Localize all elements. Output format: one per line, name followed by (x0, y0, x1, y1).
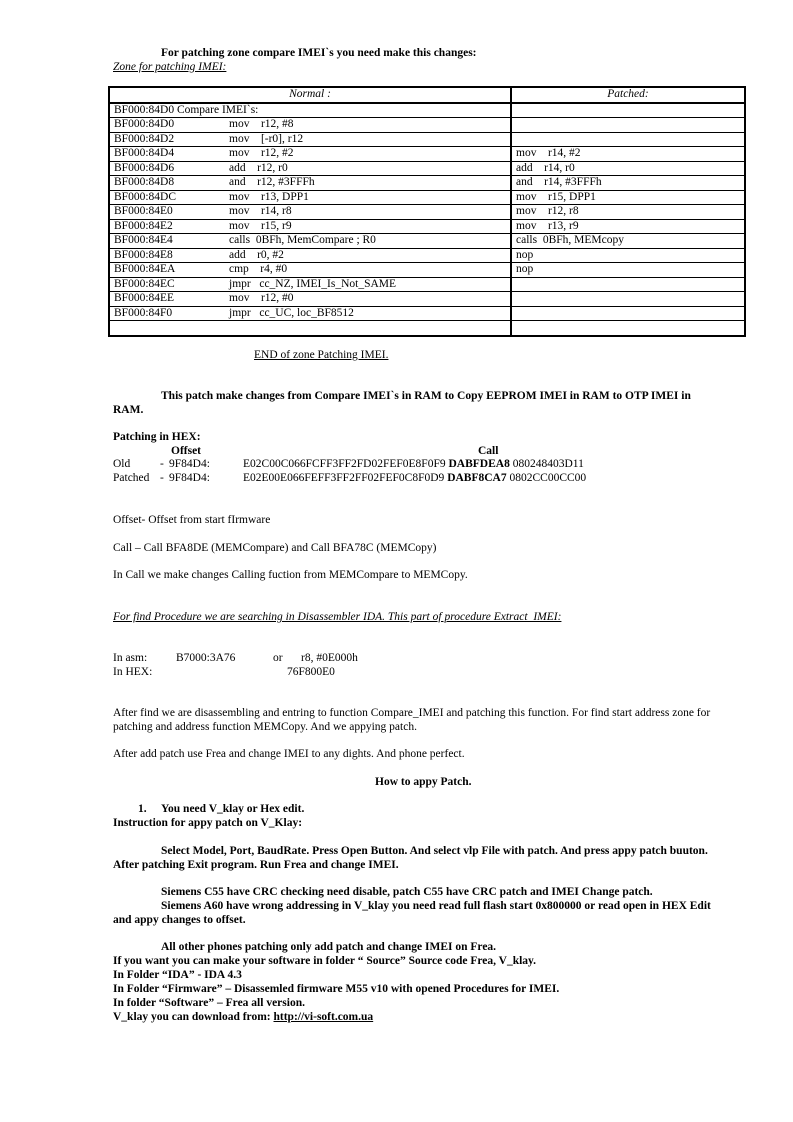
folder-firmware-note: In Folder “Firmware” – Disassemled firmware M55 v10 with opened Procedures for IMEI. (113, 983, 560, 995)
row-address: BF000:84D8 (114, 176, 175, 189)
table-row (109, 248, 745, 263)
hex-old-dash: - (160, 458, 164, 470)
normal-cell (109, 132, 511, 147)
patched-cell: mov r14, #2 (511, 147, 745, 162)
normal-cell (109, 277, 511, 292)
how-to-heading: How to appy Patch. (375, 776, 472, 788)
patched-cell (511, 306, 745, 321)
hex-patched-label: Patched (113, 472, 150, 484)
step1-text: You need V_klay or Hex edit. (161, 803, 305, 815)
asm-label: In asm: (113, 652, 148, 664)
table-header-row (109, 87, 745, 103)
row-address: BF000:84E8 (114, 248, 173, 261)
table-row (109, 263, 745, 278)
hex-patched-dash: - (160, 472, 164, 484)
row-address: BF000:84D6 (114, 161, 175, 174)
table-row (109, 132, 745, 147)
hex-patched-bytes-a: E02E00E066FEFF3FF2FF02FEF0C8F0D9 (243, 472, 445, 484)
asm-opcode: or (273, 652, 283, 664)
hex-patched-value (243, 472, 586, 484)
row-instruction: mov [-r0], r12 (229, 132, 304, 145)
header-normal: Normal : (109, 87, 511, 103)
patched-cell (511, 277, 745, 292)
table-row (109, 219, 745, 234)
row-address: BF000:84D4 (114, 147, 175, 160)
row-instruction: mov r15, r9 (229, 219, 292, 232)
patched-cell (511, 292, 745, 307)
normal-cell (109, 118, 511, 133)
hex-old-label: Old (113, 458, 131, 470)
row-instruction: cmp r4, #0 (229, 263, 288, 276)
row-address: BF000:84EC (114, 277, 175, 290)
patched-cell: add r14, r0 (511, 161, 745, 176)
table-row (109, 176, 745, 191)
patch-description-line1: This patch make changes from Compare IMEI`s in RAM to Copy EEPROM IMEI in RAM to OTP IMEI in (161, 390, 691, 402)
table-row (109, 234, 745, 249)
patched-cell (511, 118, 745, 133)
hex-title: Patching in HEX: (113, 431, 201, 443)
table-row (109, 161, 745, 176)
table-row (109, 306, 745, 321)
normal-cell (109, 190, 511, 205)
folder-software-note: In folder “Software” – Frea all version. (113, 997, 305, 1009)
patched-cell (511, 321, 745, 336)
after-find-line1: After find we are disassembling and entring to function Compare_IMEI and patching this function. For find start address zone for (113, 707, 711, 719)
row-instruction: mov r12, #8 (229, 118, 294, 131)
patched-cell: and r14, #3FFFh (511, 176, 745, 191)
inhex-value: 76F800E0 (287, 666, 335, 678)
row-instruction: calls 0BFh, MemCompare ; R0 (229, 234, 376, 247)
hex-old-value (243, 458, 584, 470)
row-address: BF000:84E2 (114, 219, 173, 232)
row-instruction: add r12, r0 (229, 161, 288, 174)
row-instruction: mov r12, #0 (229, 292, 294, 305)
heading: For patching zone compare IMEI`s you need make this changes: (161, 47, 477, 59)
siemens-c55-note: Siemens C55 have CRC checking need disable, patch C55 have CRC patch and IMEI Change patch. (161, 886, 653, 898)
hex-old-bytes-a: E02C00C066FCFF3FF2FD02FEF0E8F0F9 (243, 458, 446, 470)
patched-cell: mov r13, r9 (511, 219, 745, 234)
instruction-heading: Instruction for appy patch on V_Klay: (113, 817, 303, 829)
row-instruction: mov r12, #2 (229, 147, 294, 160)
patch-table (108, 86, 746, 337)
download-link[interactable]: http://vi-soft.com.ua (273, 1011, 374, 1023)
table-row (109, 147, 745, 162)
offset-note: Offset- Offset from start fIrmware (113, 514, 271, 526)
row-instruction: jmpr cc_NZ, IMEI_Is_Not_SAME (229, 277, 397, 290)
patched-cell: calls 0BFh, MEMcopy (511, 234, 745, 249)
call-note: Call – Call BFA8DE (MEMCompare) and Call BFA78C (MEMCopy) (113, 542, 437, 554)
row-address: BF000:84EE (114, 292, 175, 305)
hex-old-bytes-b: 080248403D11 (512, 458, 584, 470)
hex-offset-header: Offset (171, 445, 202, 457)
table-row (109, 321, 745, 336)
header-patched: Patched: (511, 87, 745, 103)
asm-address: B7000:3A76 (176, 652, 236, 664)
inhex-label: In HEX: (113, 666, 153, 678)
row-instruction: jmpr cc_UC, loc_BF8512 (229, 306, 354, 319)
hex-patched-bytes-b: 0802CC00CC00 (509, 472, 587, 484)
normal-cell (109, 219, 511, 234)
find-procedure-note: For find Procedure we are searching in Disassembler IDA. This part of procedure Extract_IMEI: (113, 611, 562, 623)
patched-cell (511, 103, 745, 118)
in-call-note: In Call we make changes Calling fuction from MEMCompare to MEMCopy. (113, 569, 468, 581)
asm-args: r8, #0E000h (301, 652, 358, 664)
hex-old-offset: 9F84D4: (169, 458, 210, 470)
normal-cell (109, 306, 511, 321)
patched-cell (511, 132, 745, 147)
end-zone-label: END of zone Patching IMEI. (254, 349, 389, 361)
hex-call-header: Call (478, 445, 499, 457)
after-find-line2: patching and address function MEMCopy. And we appying patch. (113, 721, 417, 733)
siemens-a60-line1: Siemens A60 have wrong addressing in V_klay you need read full flash start 0x800000 or read open in HEX Edit (161, 900, 711, 912)
row-address: BF000:84D2 (114, 132, 175, 145)
hex-patched-offset: 9F84D4: (169, 472, 210, 484)
table-row (109, 205, 745, 220)
normal-cell (109, 321, 511, 336)
row-instruction: and r12, #3FFFh (229, 176, 315, 189)
normal-cell (109, 103, 511, 118)
all-other-phones-note: All other phones patching only add patch and change IMEI on Frea. (161, 941, 497, 953)
table-row (109, 292, 745, 307)
row-address: BF000:84D0 Compare IMEI`s: (114, 103, 259, 116)
select-line1: Select Model, Port, BaudRate. Press Open Button. And select vlp File with patch. And press appy patch buuton. (161, 845, 708, 857)
source-folder-note: If you want you can make your software in folder “ Source” Source code Frea, V_klay. (113, 955, 537, 967)
siemens-a60-line2: and appy changes to offset. (113, 914, 246, 926)
row-instruction: mov r13, DPP1 (229, 190, 309, 203)
normal-cell (109, 263, 511, 278)
hex-patched-call: DABF8CA7 (447, 472, 507, 484)
normal-cell (109, 248, 511, 263)
table-row (109, 118, 745, 133)
normal-cell (109, 234, 511, 249)
patch-description-line2: RAM. (113, 404, 144, 416)
normal-cell (109, 161, 511, 176)
normal-cell (109, 176, 511, 191)
row-address: BF000:84F0 (114, 306, 173, 319)
row-address: BF000:84EA (114, 263, 176, 276)
row-address: BF000:84E4 (114, 234, 173, 247)
patched-cell: nop (511, 263, 745, 278)
row-instruction: add r0, #2 (229, 248, 284, 261)
download-line (113, 1011, 373, 1023)
table-row (109, 277, 745, 292)
step1-number: 1. (138, 803, 147, 815)
hex-old-call: DABFDEA8 (448, 458, 510, 470)
patched-cell: nop (511, 248, 745, 263)
table-row (109, 103, 745, 118)
row-address: BF000:84E0 (114, 205, 173, 218)
patched-cell: mov r15, DPP1 (511, 190, 745, 205)
patched-cell: mov r12, r8 (511, 205, 745, 220)
normal-cell (109, 205, 511, 220)
row-instruction: mov r14, r8 (229, 205, 292, 218)
download-prefix: V_klay you can download from: (113, 1011, 274, 1023)
zone-label: Zone for patching IMEI: (113, 61, 227, 73)
normal-cell (109, 147, 511, 162)
select-line2: After patching Exit program. Run Frea and change IMEI. (113, 859, 399, 871)
row-address: BF000:84DC (114, 190, 176, 203)
row-address: BF000:84D0 (114, 118, 175, 131)
normal-cell (109, 292, 511, 307)
folder-ida-note: In Folder “IDA” - IDA 4.3 (113, 969, 242, 981)
after-add-note: After add patch use Frea and change IMEI to any dights. And phone perfect. (113, 748, 465, 760)
table-row (109, 190, 745, 205)
